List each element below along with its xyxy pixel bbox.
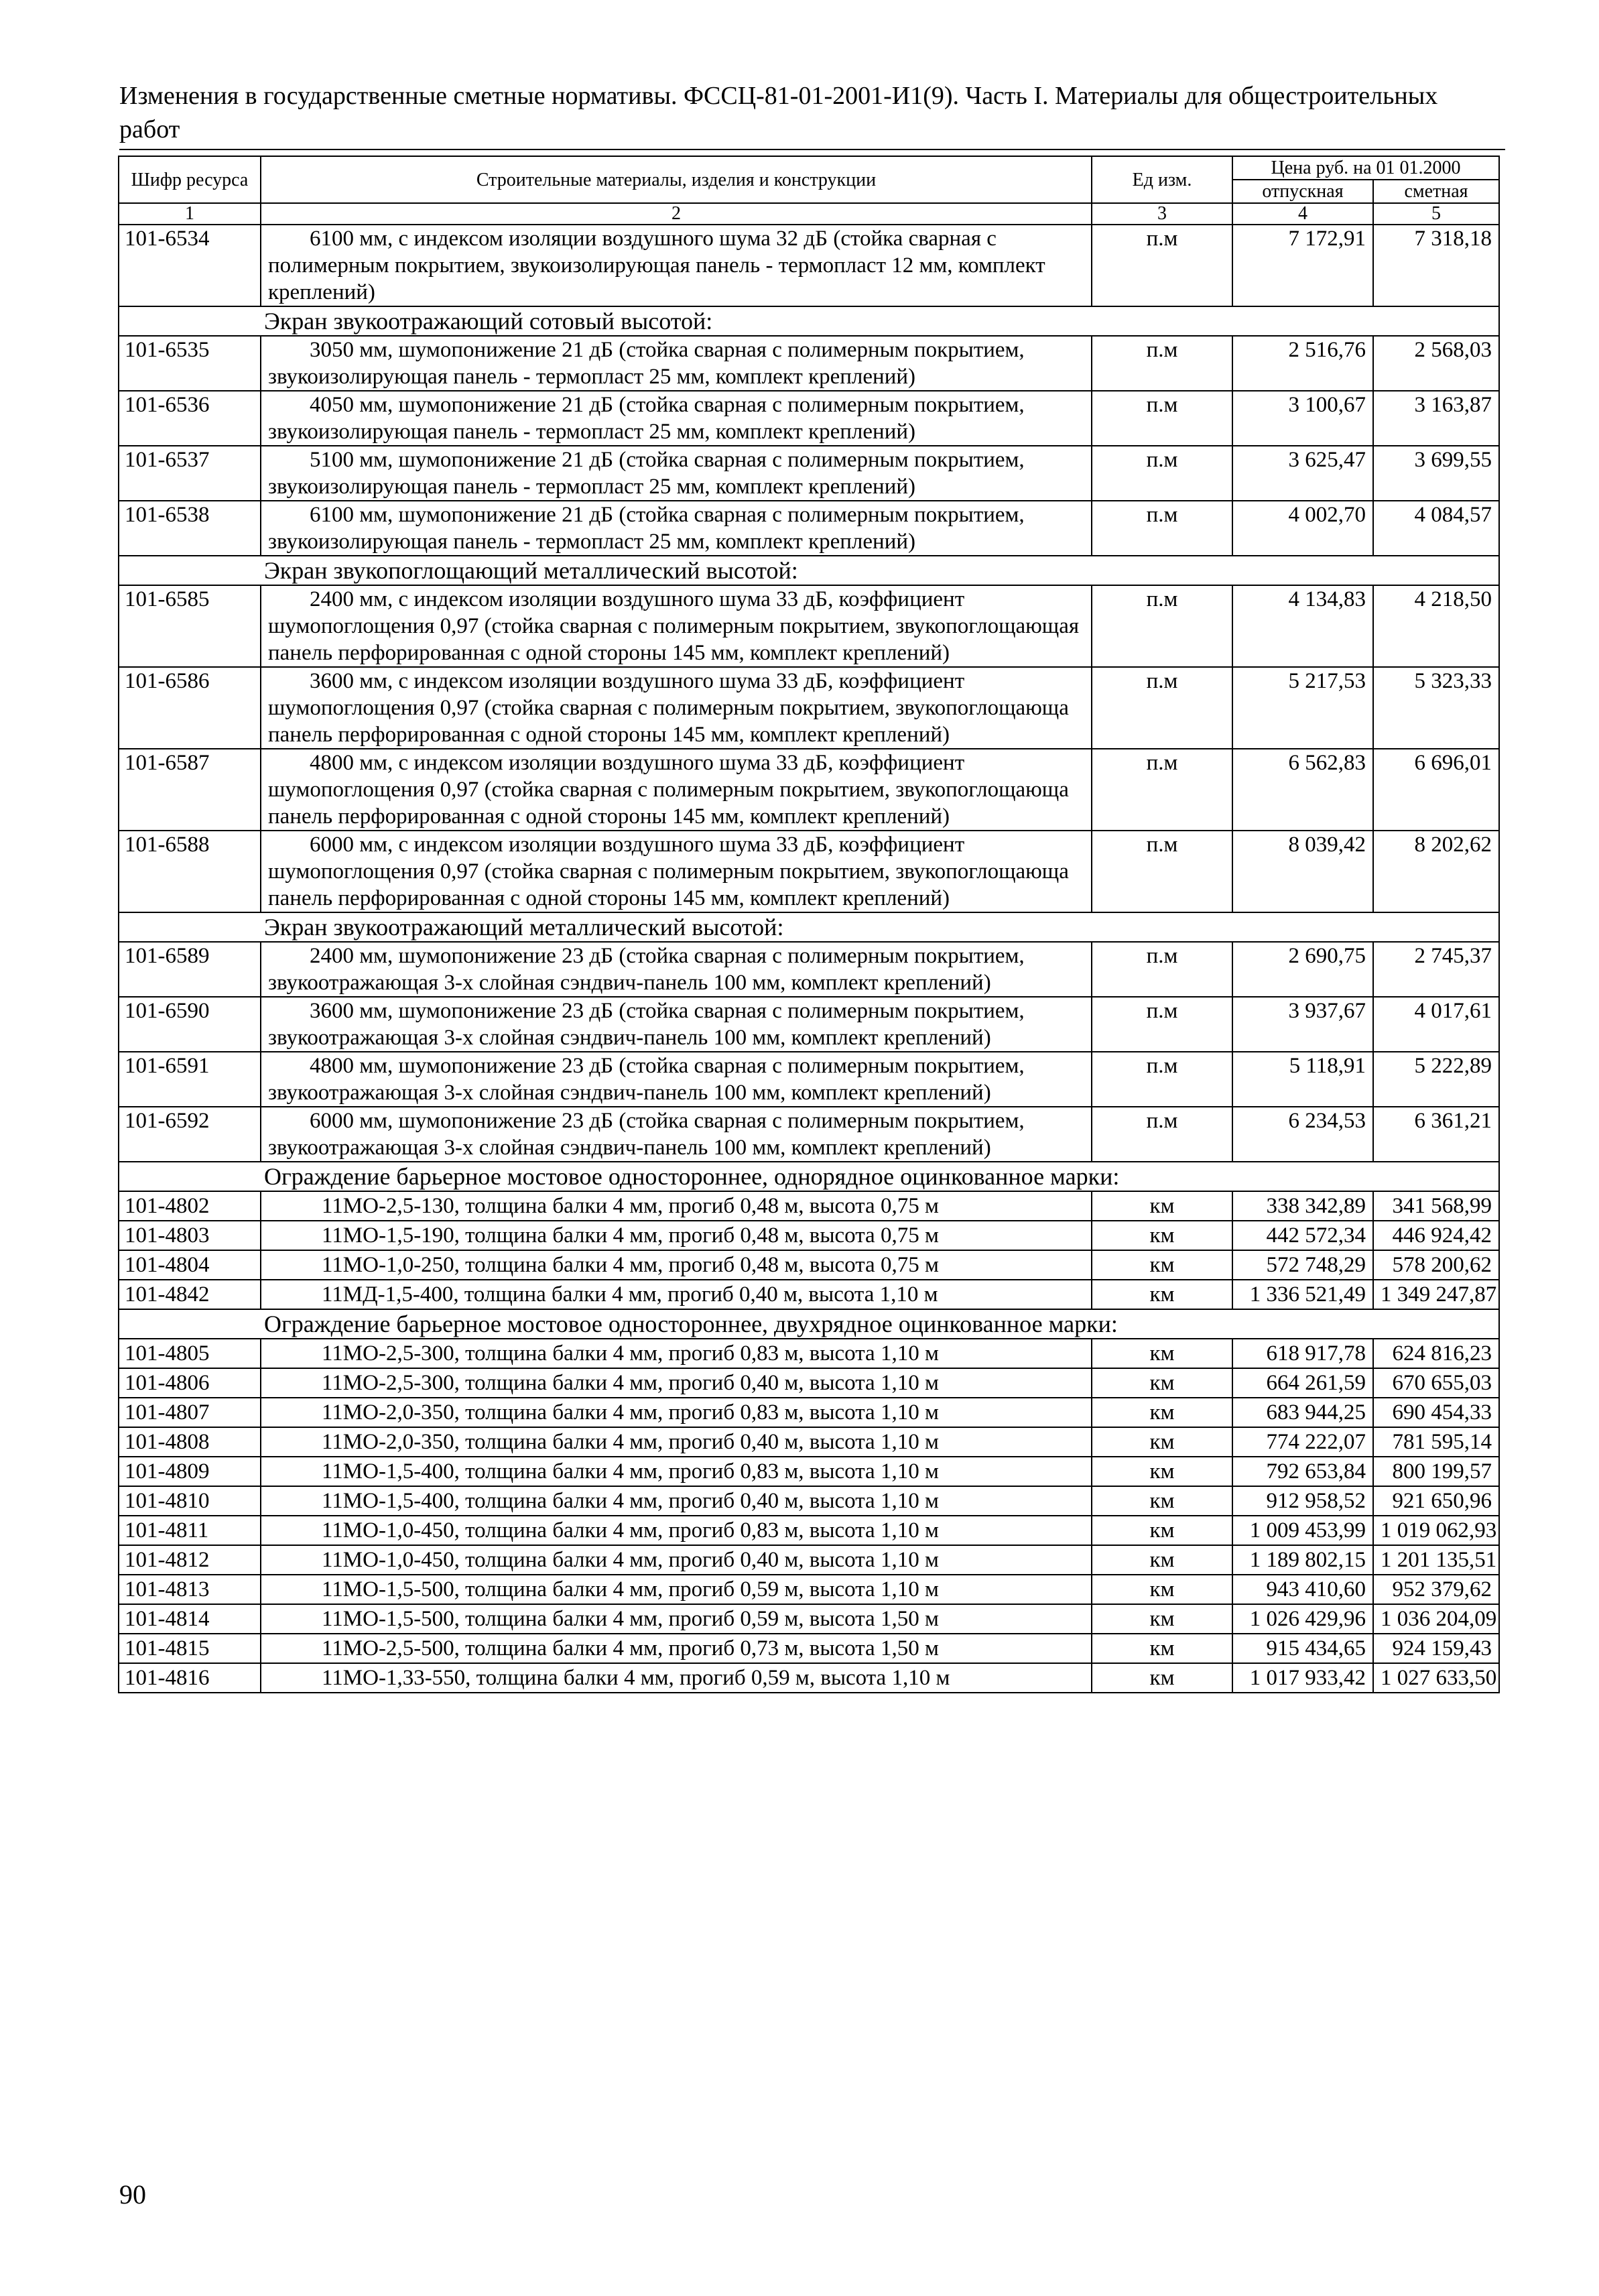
description-cell: 2400 мм, с индексом изоляции воздушного шума 33 дБ, коэффициент шумопоглощения 0,97 (стойка сварная с полимерным покрытием, звукопоглощающая панель перфорированная с одной стороны 145 мм, комплект креплений) [261,585,1092,667]
unit-cell: км [1092,1427,1232,1457]
column-header-price-group: Цена руб. на 01 01.2000 [1232,156,1499,180]
table-row [119,446,1499,501]
resource-code-cell: 101-4815 [119,1634,261,1663]
description-cell: 4800 мм, шумопонижение 23 дБ (стойка сварная с полимерным покрытием, звукоотражающая 3-х слойная сэндвич-панель 100 мм, комплект креплений) [261,1052,1092,1107]
estimate-price-cell: 1 201 135,51 [1373,1545,1499,1575]
table-row [119,1339,1499,1368]
unit-cell: км [1092,1398,1232,1427]
release-price-cell: 943 410,60 [1232,1575,1373,1604]
description-cell: 6100 мм, с индексом изоляции воздушного шума 32 дБ (стойка сварная с полимерным покрытием, звукоизолирующая панель - термопласт 12 мм, комплект креплений) [261,225,1092,306]
section-heading-row [119,912,1499,942]
description-cell: 6000 мм, шумопонижение 23 дБ (стойка сварная с полимерным покрытием, звукоотражающая 3-х слойная сэндвич-панель 100 мм, комплект креплений) [261,1107,1092,1162]
estimate-price-cell: 341 568,99 [1373,1191,1499,1221]
table-row [119,1457,1499,1486]
estimate-price-cell: 4 084,57 [1373,501,1499,556]
unit-cell: п.м [1092,831,1232,912]
resource-code-cell: 101-6585 [119,585,261,667]
release-price-cell: 664 261,59 [1232,1368,1373,1398]
release-price-cell: 1 189 802,15 [1232,1545,1373,1575]
unit-cell: км [1092,1634,1232,1663]
table-row [119,1368,1499,1398]
page-number: 90 [119,2179,146,2210]
resource-code-cell: 101-4802 [119,1191,261,1221]
release-price-cell: 618 917,78 [1232,1339,1373,1368]
table-row [119,1634,1499,1663]
unit-cell: км [1092,1280,1232,1309]
release-price-cell: 4 002,70 [1232,501,1373,556]
description-cell: 6000 мм, с индексом изоляции воздушного шума 33 дБ, коэффициент шумопоглощения 0,97 (стойка сварная с полимерным покрытием, звукопоглощающа панель перфорированная с одной стороны 145 мм, комплект креплений) [261,831,1092,912]
estimate-price-cell: 3 699,55 [1373,446,1499,501]
column-header-unit: Ед изм. [1092,156,1232,203]
release-price-cell: 3 937,67 [1232,997,1373,1052]
unit-cell: км [1092,1250,1232,1280]
release-price-cell: 1 017 933,42 [1232,1663,1373,1693]
column-header-name: Строительные материалы, изделия и конструкции [261,156,1092,203]
table-row [119,225,1499,306]
estimate-price-cell: 624 816,23 [1373,1339,1499,1368]
unit-cell: п.м [1092,225,1232,306]
table-row [119,1280,1499,1309]
estimate-price-cell: 1 036 204,09 [1373,1604,1499,1634]
resource-code-cell: 101-6592 [119,1107,261,1162]
description-cell: 2400 мм, шумопонижение 23 дБ (стойка сварная с полимерным покрытием, звукоотражающая 3-х слойная сэндвич-панель 100 мм, комплект креплений) [261,942,1092,997]
section-heading-row [119,1162,1499,1191]
estimate-price-cell: 578 200,62 [1373,1250,1499,1280]
release-price-cell: 912 958,52 [1232,1486,1373,1516]
price-table [118,156,1500,1693]
release-price-cell: 792 653,84 [1232,1457,1373,1486]
table-row [119,501,1499,556]
resource-code-cell: 101-4816 [119,1663,261,1693]
table-row [119,1663,1499,1693]
resource-code-cell: 101-6536 [119,391,261,446]
description-cell: 11МО-2,5-300, толщина балки 4 мм, прогиб 0,40 м, высота 1,10 м [261,1368,1092,1398]
description-cell: 11МО-2,5-300, толщина балки 4 мм, прогиб 0,83 м, высота 1,10 м [261,1339,1092,1368]
description-cell: 11МО-2,0-350, толщина балки 4 мм, прогиб 0,83 м, высота 1,10 м [261,1398,1092,1427]
resource-code-cell: 101-4814 [119,1604,261,1634]
description-cell: 6100 мм, шумопонижение 21 дБ (стойка сварная с полимерным покрытием, звукоизолирующая панель - термопласт 25 мм, комплект креплений) [261,501,1092,556]
table-row [119,997,1499,1052]
unit-cell: п.м [1092,501,1232,556]
description-cell: 4050 мм, шумопонижение 21 дБ (стойка сварная с полимерным покрытием, звукоизолирующая панель - термопласт 25 мм, комплект креплений) [261,391,1092,446]
section-heading: Экран звукоотражающий сотовый высотой: [119,306,1499,336]
unit-cell: п.м [1092,1107,1232,1162]
resource-code-cell: 101-6538 [119,501,261,556]
resource-code-cell: 101-4806 [119,1368,261,1398]
column-header-code: Шифр ресурса [119,156,261,203]
table-row [119,1250,1499,1280]
estimate-price-cell: 921 650,96 [1373,1486,1499,1516]
estimate-price-cell: 924 159,43 [1373,1634,1499,1663]
unit-cell: п.м [1092,336,1232,391]
release-price-cell: 915 434,65 [1232,1634,1373,1663]
release-price-cell: 1 026 429,96 [1232,1604,1373,1634]
description-cell: 11МО-1,0-450, толщина балки 4 мм, прогиб 0,83 м, высота 1,10 м [261,1516,1092,1545]
release-price-cell: 3 625,47 [1232,446,1373,501]
table-row [119,1486,1499,1516]
unit-cell: п.м [1092,585,1232,667]
column-header-release-price: отпускная [1232,180,1373,203]
release-price-cell: 1 336 521,49 [1232,1280,1373,1309]
estimate-price-cell: 7 318,18 [1373,225,1499,306]
table-row [119,391,1499,446]
table-row [119,1427,1499,1457]
estimate-price-cell: 6 696,01 [1373,749,1499,831]
table-row [119,336,1499,391]
resource-code-cell: 101-6537 [119,446,261,501]
table-row [119,1575,1499,1604]
release-price-cell: 5 118,91 [1232,1052,1373,1107]
description-cell: 11МО-2,5-130, толщина балки 4 мм, прогиб 0,48 м, высота 0,75 м [261,1191,1092,1221]
unit-cell: п.м [1092,997,1232,1052]
estimate-price-cell: 5 222,89 [1373,1052,1499,1107]
description-cell: 11МО-1,5-500, толщина балки 4 мм, прогиб 0,59 м, высота 1,50 м [261,1604,1092,1634]
resource-code-cell: 101-4803 [119,1221,261,1250]
unit-cell: км [1092,1486,1232,1516]
column-number-row [119,203,1499,225]
unit-cell: км [1092,1221,1232,1250]
section-heading: Экран звукопоглощающий металлический высотой: [119,556,1499,585]
table-row [119,1221,1499,1250]
estimate-price-cell: 2 745,37 [1373,942,1499,997]
release-price-cell: 5 217,53 [1232,667,1373,749]
description-cell: 11МО-1,0-250, толщина балки 4 мм, прогиб 0,48 м, высота 0,75 м [261,1250,1092,1280]
table-row [119,667,1499,749]
estimate-price-cell: 3 163,87 [1373,391,1499,446]
description-cell: 3050 мм, шумопонижение 21 дБ (стойка сварная с полимерным покрытием, звукоизолирующая панель - термопласт 25 мм, комплект креплений) [261,336,1092,391]
resource-code-cell: 101-6588 [119,831,261,912]
estimate-price-cell: 1 349 247,87 [1373,1280,1499,1309]
table-row [119,1516,1499,1545]
description-cell: 3600 мм, с индексом изоляции воздушного шума 33 дБ, коэффициент шумопоглощения 0,97 (стойка сварная с полимерным покрытием, звукопоглощающа панель перфорированная с одной стороны 145 мм, комплект креплений) [261,667,1092,749]
unit-cell: км [1092,1545,1232,1575]
resource-code-cell: 101-4811 [119,1516,261,1545]
table-row [119,1191,1499,1221]
release-price-cell: 774 222,07 [1232,1427,1373,1457]
column-number: 3 [1092,203,1232,225]
table-row [119,942,1499,997]
section-heading: Экран звукоотражающий металлический высотой: [119,912,1499,942]
resource-code-cell: 101-4809 [119,1457,261,1486]
estimate-price-cell: 2 568,03 [1373,336,1499,391]
release-price-cell: 7 172,91 [1232,225,1373,306]
estimate-price-cell: 1 019 062,93 [1373,1516,1499,1545]
release-price-cell: 442 572,34 [1232,1221,1373,1250]
resource-code-cell: 101-6590 [119,997,261,1052]
resource-code-cell: 101-6535 [119,336,261,391]
resource-code-cell: 101-6591 [119,1052,261,1107]
section-heading-row [119,556,1499,585]
unit-cell: п.м [1092,446,1232,501]
description-cell: 11МО-1,5-400, толщина балки 4 мм, прогиб 0,83 м, высота 1,10 м [261,1457,1092,1486]
table-row [119,749,1499,831]
resource-code-cell: 101-6587 [119,749,261,831]
release-price-cell: 338 342,89 [1232,1191,1373,1221]
column-number: 4 [1232,203,1373,225]
release-price-cell: 1 009 453,99 [1232,1516,1373,1545]
estimate-price-cell: 4 218,50 [1373,585,1499,667]
section-heading-row [119,306,1499,336]
unit-cell: км [1092,1663,1232,1693]
description-cell: 11МО-1,5-500, толщина балки 4 мм, прогиб 0,59 м, высота 1,10 м [261,1575,1092,1604]
resource-code-cell: 101-6586 [119,667,261,749]
unit-cell: п.м [1092,391,1232,446]
resource-code-cell: 101-4807 [119,1398,261,1427]
unit-cell: км [1092,1368,1232,1398]
unit-cell: п.м [1092,749,1232,831]
description-cell: 11МО-1,0-450, толщина балки 4 мм, прогиб 0,40 м, высота 1,10 м [261,1545,1092,1575]
table-row [119,831,1499,912]
unit-cell: км [1092,1457,1232,1486]
table-row [119,1052,1499,1107]
resource-code-cell: 101-4812 [119,1545,261,1575]
resource-code-cell: 101-4804 [119,1250,261,1280]
description-cell: 11МО-1,5-190, толщина балки 4 мм, прогиб 0,48 м, высота 0,75 м [261,1221,1092,1250]
resource-code-cell: 101-4842 [119,1280,261,1309]
section-heading-row [119,1309,1499,1339]
release-price-cell: 8 039,42 [1232,831,1373,912]
estimate-price-cell: 5 323,33 [1373,667,1499,749]
column-number: 1 [119,203,261,225]
description-cell: 3600 мм, шумопонижение 23 дБ (стойка сварная с полимерным покрытием, звукоотражающая 3-х слойная сэндвич-панель 100 мм, комплект креплений) [261,997,1092,1052]
description-cell: 4800 мм, с индексом изоляции воздушного шума 33 дБ, коэффициент шумопоглощения 0,97 (стойка сварная с полимерным покрытием, звукопоглощающа панель перфорированная с одной стороны 145 мм, комплект креплений) [261,749,1092,831]
table-row [119,1604,1499,1634]
description-cell: 11МО-1,33-550, толщина балки 4 мм, прогиб 0,59 м, высота 1,10 м [261,1663,1092,1693]
section-heading: Ограждение барьерное мостовое одностороннее, двухрядное оцинкованное марки: [119,1309,1499,1339]
release-price-cell: 683 944,25 [1232,1398,1373,1427]
description-cell: 11МО-2,0-350, толщина балки 4 мм, прогиб 0,40 м, высота 1,10 м [261,1427,1092,1457]
estimate-price-cell: 690 454,33 [1373,1398,1499,1427]
release-price-cell: 4 134,83 [1232,585,1373,667]
unit-cell: км [1092,1575,1232,1604]
table-row [119,1398,1499,1427]
table-row [119,1107,1499,1162]
resource-code-cell: 101-4813 [119,1575,261,1604]
estimate-price-cell: 800 199,57 [1373,1457,1499,1486]
document-header: Изменения в государственные сметные нормативы. ФССЦ-81-01-2001-И1(9). Часть I. Материалы для общестроительных работ [119,82,1438,143]
estimate-price-cell: 952 379,62 [1373,1575,1499,1604]
estimate-price-cell: 8 202,62 [1373,831,1499,912]
table-row [119,585,1499,667]
estimate-price-cell: 6 361,21 [1373,1107,1499,1162]
unit-cell: км [1092,1516,1232,1545]
column-header-estimate-price: сметная [1373,180,1499,203]
column-number: 5 [1373,203,1499,225]
release-price-cell: 572 748,29 [1232,1250,1373,1280]
header-rule [119,149,1505,150]
resource-code-cell: 101-6534 [119,225,261,306]
resource-code-cell: 101-4808 [119,1427,261,1457]
column-number: 2 [261,203,1092,225]
table-body [119,225,1499,1693]
unit-cell: км [1092,1604,1232,1634]
release-price-cell: 6 562,83 [1232,749,1373,831]
description-cell: 11МД-1,5-400, толщина балки 4 мм, прогиб 0,40 м, высота 1,10 м [261,1280,1092,1309]
resource-code-cell: 101-4805 [119,1339,261,1368]
unit-cell: км [1092,1191,1232,1221]
unit-cell: п.м [1092,942,1232,997]
description-cell: 11МО-1,5-400, толщина балки 4 мм, прогиб 0,40 м, высота 1,10 м [261,1486,1092,1516]
unit-cell: п.м [1092,1052,1232,1107]
description-cell: 11МО-2,5-500, толщина балки 4 мм, прогиб 0,73 м, высота 1,50 м [261,1634,1092,1663]
estimate-price-cell: 1 027 633,50 [1373,1663,1499,1693]
release-price-cell: 3 100,67 [1232,391,1373,446]
resource-code-cell: 101-6589 [119,942,261,997]
release-price-cell: 2 690,75 [1232,942,1373,997]
estimate-price-cell: 670 655,03 [1373,1368,1499,1398]
release-price-cell: 2 516,76 [1232,336,1373,391]
resource-code-cell: 101-4810 [119,1486,261,1516]
section-heading: Ограждение барьерное мостовое одностороннее, однорядное оцинкованное марки: [119,1162,1499,1191]
unit-cell: п.м [1092,667,1232,749]
release-price-cell: 6 234,53 [1232,1107,1373,1162]
estimate-price-cell: 781 595,14 [1373,1427,1499,1457]
table-row [119,1545,1499,1575]
description-cell: 5100 мм, шумопонижение 21 дБ (стойка сварная с полимерным покрытием, звукоизолирующая панель - термопласт 25 мм, комплект креплений) [261,446,1092,501]
estimate-price-cell: 4 017,61 [1373,997,1499,1052]
estimate-price-cell: 446 924,42 [1373,1221,1499,1250]
unit-cell: км [1092,1339,1232,1368]
